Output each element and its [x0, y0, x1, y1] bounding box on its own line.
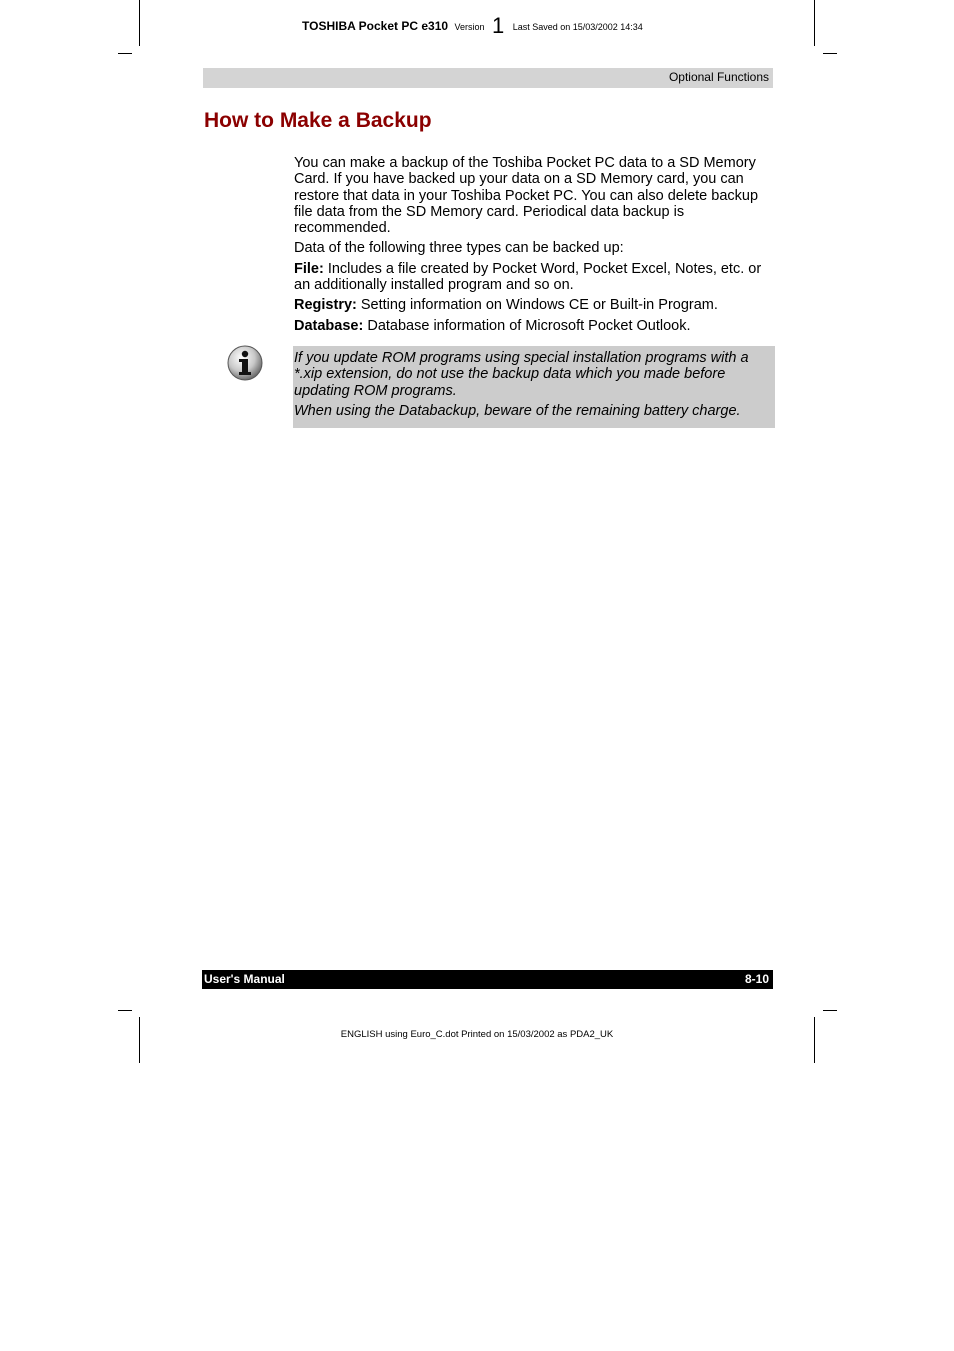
- type-desc: Setting information on Windows CE or Built-in Program.: [360, 297, 718, 314]
- last-saved: Last Saved on 15/03/2002 14:34: [512, 22, 643, 32]
- type-desc: Database information of Microsoft Pocket Outlook.: [367, 317, 691, 334]
- print-info: ENGLISH using Euro_C.dot Printed on 15/03/2002 as PDA2_UK: [340, 1029, 614, 1040]
- version-number: 1: [492, 13, 505, 38]
- crop-mark: [823, 53, 837, 54]
- crop-mark: [814, 1017, 815, 1063]
- document-header: [302, 10, 643, 36]
- section-bar: [203, 68, 773, 88]
- doc-title: TOSHIBA Pocket PC e310: [302, 19, 449, 33]
- intro-paragraph: You can make a backup of the Toshiba Pocket PC data to a SD Memory Card. If you have backed up your data on a SD Memory card, you can restore that data in your Toshiba Pocket PC. You can also delete backup file data from the SD Memory card. Periodical data backup is recommended.: [294, 155, 759, 237]
- crop-mark: [814, 0, 815, 46]
- type-registry: [294, 297, 772, 313]
- page-number: 8-10: [744, 972, 769, 986]
- crop-mark: [118, 53, 132, 54]
- crop-mark: [823, 1010, 837, 1011]
- body-content: [294, 155, 772, 338]
- section-label: Optional Functions: [668, 70, 769, 84]
- type-term: Database:: [294, 317, 364, 334]
- crop-mark: [139, 0, 140, 46]
- crop-mark: [139, 1017, 140, 1063]
- crop-mark: [118, 1010, 132, 1011]
- footer-manual-label: User's Manual: [204, 972, 285, 986]
- type-database: [294, 318, 772, 334]
- version-label: Version: [454, 22, 485, 32]
- info-icon: [226, 344, 264, 382]
- type-desc: Includes a file created by Pocket Word, Pocket Excel, Notes, etc. or an additionally installed program and so on.: [294, 260, 762, 294]
- type-term: File:: [294, 260, 324, 277]
- footer-bar: [202, 970, 773, 989]
- note-paragraph: If you update ROM programs using special installation programs with a *.xip extension, do not use the backup data which you made before updating ROM programs.: [294, 350, 749, 399]
- type-file: [294, 261, 772, 294]
- page-title: How to Make a Backup: [204, 109, 432, 132]
- note-box: [293, 346, 775, 428]
- types-intro: Data of the following three types can be backed up:: [294, 240, 624, 257]
- note-paragraph: When using the Databackup, beware of the remaining battery charge.: [294, 402, 741, 419]
- type-term: Registry:: [294, 297, 357, 314]
